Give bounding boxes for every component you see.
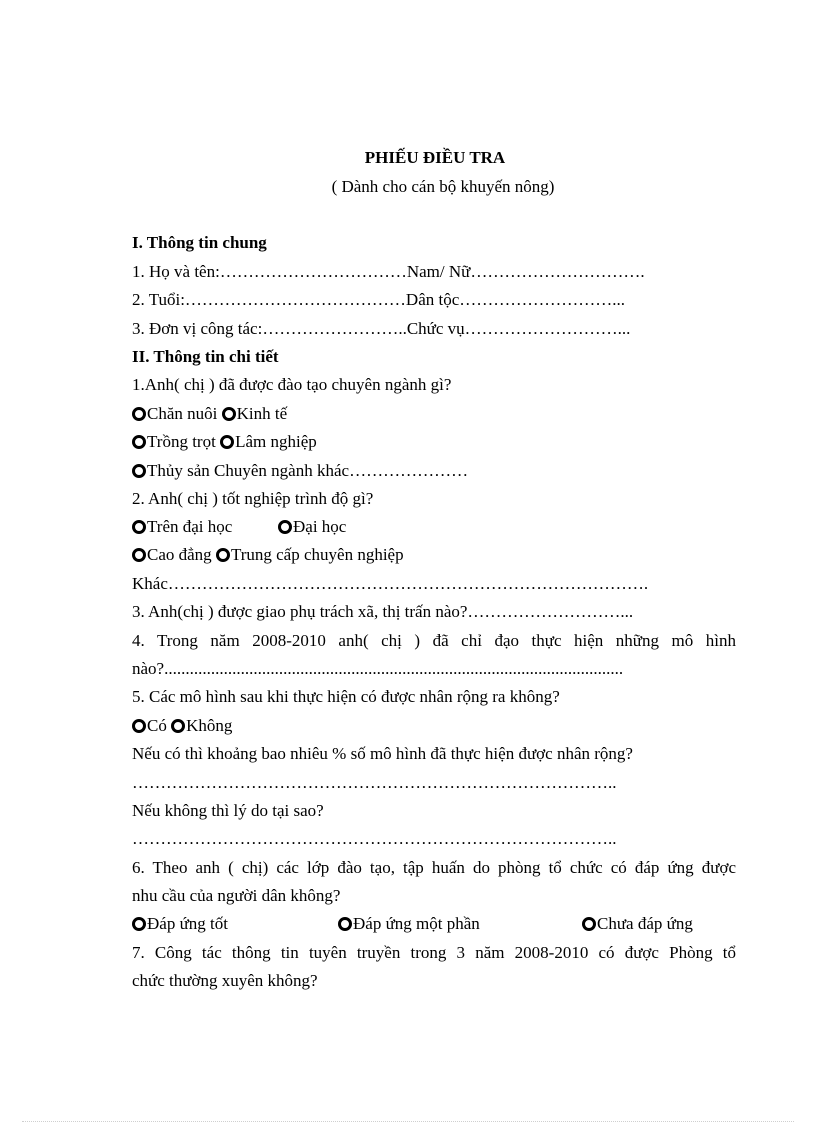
question-3: 3. Anh(chị ) được giao phụ trách xã, thị trấn nào?………………………... — [132, 602, 634, 621]
option-label: Đáp ứng tốt — [147, 914, 228, 933]
question-7-line-2: chức thường xuyên không? — [132, 971, 318, 990]
radio-bullet-icon — [132, 719, 146, 733]
option-label: Đáp ứng một phần — [353, 914, 480, 933]
question-6-line-1: 6. Theo anh ( chị) các lớp đào tạo, tập huấn do phòng tổ chức có đáp ứng được — [132, 858, 736, 877]
option-label: Lâm nghiệp — [235, 432, 317, 451]
q2-options-row-2 — [132, 545, 404, 567]
question-7-line-1: 7. Công tác thông tin tuyên truyền trong 3 năm 2008-2010 có được Phòng tổ — [132, 943, 736, 962]
option-label: Cao đẳng — [147, 545, 212, 564]
question-4-line-1: 4. Trong năm 2008-2010 anh( chị ) đã chỉ đạo thực hiện những mô hình — [132, 631, 736, 650]
option-khong[interactable] — [171, 716, 232, 736]
q5-if-no: Nếu không thì lý do tại sao? — [132, 801, 324, 820]
option-trong-trot[interactable] — [132, 432, 216, 452]
option-label: Chưa đáp ứng — [597, 914, 693, 933]
radio-bullet-icon — [338, 917, 352, 931]
q5-blank-1[interactable]: ………………………………………………………………………….. — [132, 773, 617, 792]
radio-bullet-icon — [132, 407, 146, 421]
q1-options-row-3 — [132, 461, 468, 483]
question-1: 1.Anh( chị ) đã được đào tạo chuyên ngành gì? — [132, 375, 452, 394]
option-label: Đại học — [293, 517, 347, 536]
q6-options — [132, 914, 693, 936]
question-2: 2. Anh( chị ) tốt nghiệp trình độ gì? — [132, 489, 374, 508]
section-heading-general: I. Thông tin chung — [132, 233, 267, 252]
radio-bullet-icon — [132, 464, 146, 478]
option-chan-nuoi[interactable] — [132, 404, 217, 424]
option-label: Trên đại học — [147, 517, 233, 536]
field-age-ethnicity: 2. Tuổi:…………………………………Dân tộc………………………... — [132, 290, 626, 309]
option-label: Không — [186, 716, 233, 735]
question-4-line-2: nào?............................................................................................................ — [132, 659, 624, 678]
question-6-line-2: nhu cầu của người dân không? — [132, 886, 341, 905]
option-label: Chăn nuôi — [147, 404, 218, 423]
q5-if-yes: Nếu có thì khoảng bao nhiêu % số mô hình đã thực hiện được nhân rộng? — [132, 744, 633, 763]
option-label: Trung cấp chuyên nghiệp — [230, 545, 404, 564]
option-kinh-te[interactable] — [222, 404, 288, 424]
option-label: Kinh tế — [236, 404, 288, 423]
option-label: Trồng trọt — [147, 432, 216, 451]
question-5: 5. Các mô hình sau khi thực hiện có được nhân rộng ra không? — [132, 687, 560, 706]
radio-bullet-icon — [132, 435, 146, 449]
radio-bullet-icon — [278, 520, 292, 534]
option-dap-ung-mot-phan[interactable] — [338, 914, 582, 934]
q2-other-field[interactable]: Khác…………………………………………………………………………. — [132, 574, 649, 593]
field-unit-position: 3. Đơn vị công tác:……………………..Chức vụ………………………... — [132, 319, 631, 338]
radio-bullet-icon — [171, 719, 185, 733]
radio-bullet-icon — [582, 917, 596, 931]
radio-bullet-icon — [132, 520, 146, 534]
option-chua-dap-ung[interactable] — [582, 914, 693, 934]
q2-options-row-1 — [132, 517, 346, 539]
q5-options — [132, 716, 232, 738]
radio-bullet-icon — [132, 917, 146, 931]
document-title: PHIẾU ĐIỀU TRA — [364, 148, 506, 167]
option-tren-dai-hoc[interactable] — [132, 517, 278, 537]
q5-blank-2[interactable]: ………………………………………………………………………….. — [132, 829, 617, 848]
option-thuy-san[interactable] — [132, 461, 468, 481]
section-heading-detail: II. Thông tin chi tiết — [132, 347, 279, 366]
option-label: Có — [147, 716, 167, 735]
option-trung-cap[interactable] — [216, 545, 404, 565]
option-lam-nghiep[interactable] — [220, 432, 317, 452]
option-dap-ung-tot[interactable] — [132, 914, 338, 934]
field-name-gender: 1. Họ và tên:……………………………Nam/ Nữ…………………………. — [132, 262, 645, 281]
q1-options-row-1 — [132, 404, 287, 426]
q1-options-row-2 — [132, 432, 317, 454]
radio-bullet-icon — [222, 407, 236, 421]
radio-bullet-icon — [220, 435, 234, 449]
radio-bullet-icon — [132, 548, 146, 562]
radio-bullet-icon — [216, 548, 230, 562]
option-co[interactable] — [132, 716, 167, 736]
page-bottom-divider — [22, 1121, 794, 1122]
option-dai-hoc[interactable] — [278, 517, 346, 537]
option-label: Thủy sản Chuyên ngành khác………………… — [147, 461, 469, 480]
document-subtitle: ( Dành cho cán bộ khuyến nông) — [331, 177, 555, 196]
option-cao-dang[interactable] — [132, 545, 212, 565]
